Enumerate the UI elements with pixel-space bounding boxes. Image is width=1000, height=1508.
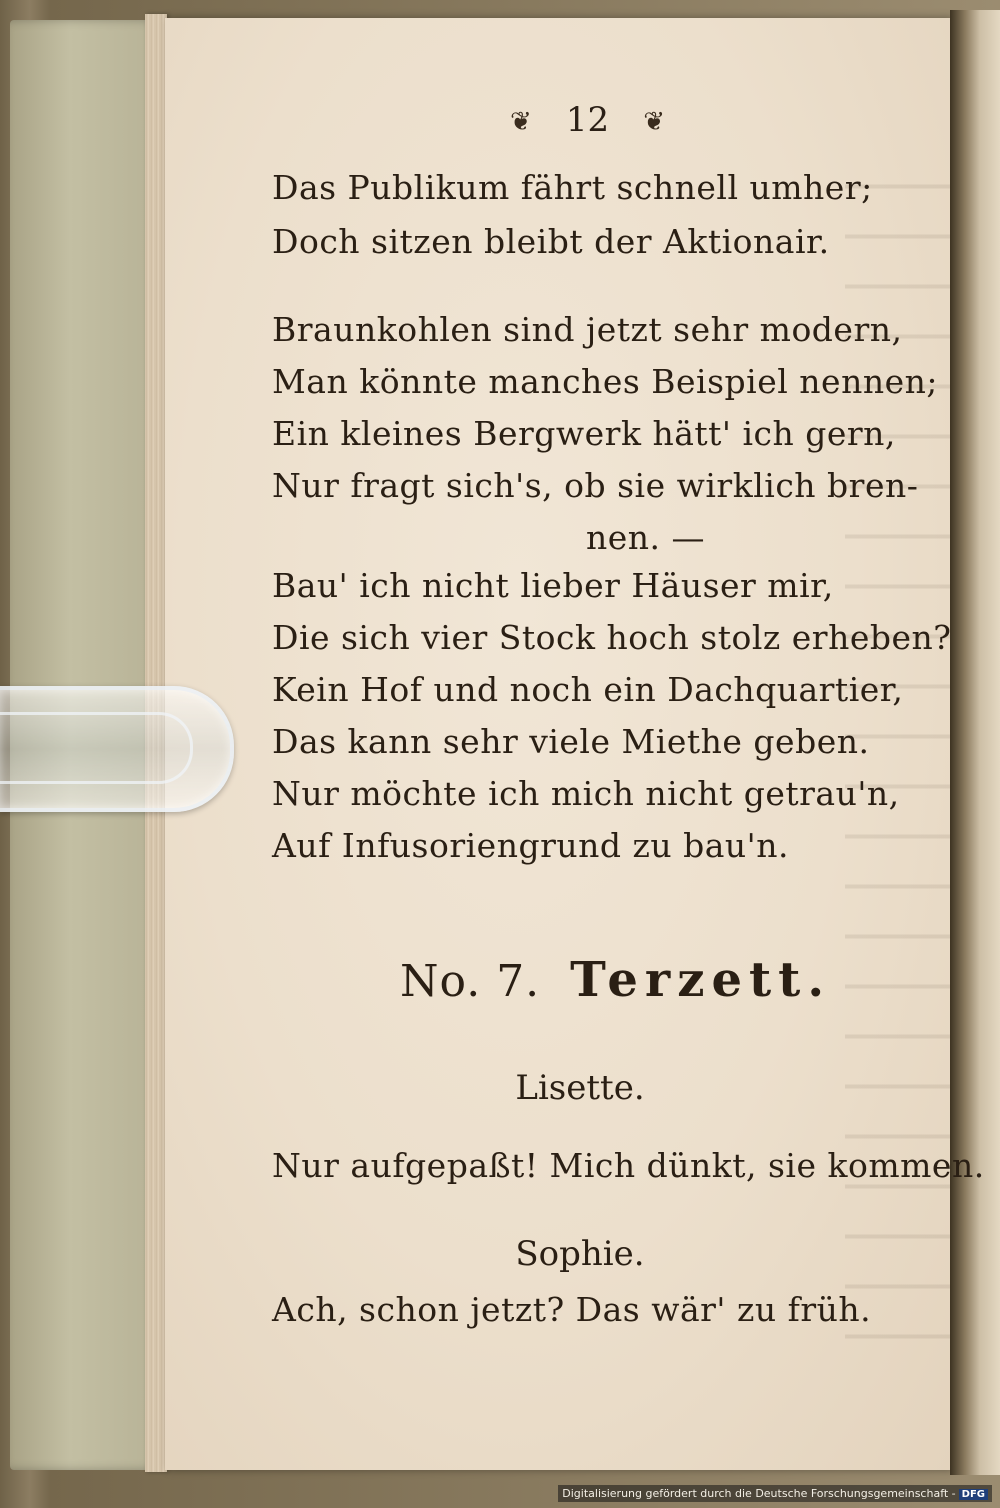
section-number: No. 7. bbox=[400, 956, 541, 1007]
verse-line-12: Nur möchte ich mich nicht getrau'n, bbox=[272, 774, 900, 813]
paper-clip-inner-loop bbox=[0, 712, 193, 784]
verse-line-4: Man könnte manches Beispiel nennen; bbox=[272, 362, 938, 401]
verse-line-6: Nur fragt sich's, ob sie wirklich bren- bbox=[272, 466, 919, 505]
verse-line-13: Auf Infusoriengrund zu bau'n. bbox=[272, 826, 789, 865]
verse-line-11: Das kann sehr viele Miethe geben. bbox=[272, 722, 870, 761]
verse-line-9: Die sich vier Stock hoch stolz erheben? bbox=[272, 618, 952, 657]
facing-page-edge bbox=[950, 10, 1000, 1475]
ornament-right-icon: ❦ bbox=[643, 107, 666, 137]
verse-line-5: Ein kleines Bergwerk hätt' ich gern, bbox=[272, 414, 896, 453]
verse-line-1: Das Publikum fährt schnell umher; bbox=[272, 168, 873, 207]
dfg-logo: DFG bbox=[959, 1489, 988, 1500]
ornament-left-icon: ❦ bbox=[509, 107, 532, 137]
credit-text: Digitalisierung gefördert durch die Deutsche Forschungsgemeinschaft - bbox=[562, 1487, 956, 1500]
section-title: Terzett. bbox=[570, 952, 832, 1008]
dialogue-line-lisette: Nur aufgepaßt! Mich dünkt, sie kommen. bbox=[272, 1146, 985, 1185]
speaker-lisette: Lisette. bbox=[515, 1068, 645, 1108]
paper-clip bbox=[0, 686, 234, 812]
digitization-credit bbox=[558, 1485, 992, 1502]
verse-line-8: Bau' ich nicht lieber Häuser mir, bbox=[272, 566, 834, 605]
page-number: 12 bbox=[565, 100, 610, 140]
verse-line-3: Braunkohlen sind jetzt sehr modern, bbox=[272, 310, 903, 349]
verse-line-2: Doch sitzen bleibt der Aktionair. bbox=[272, 222, 830, 261]
verse-line-7: nen. — bbox=[586, 518, 706, 557]
verse-line-10: Kein Hof und noch ein Dachquartier, bbox=[272, 670, 904, 709]
section-heading bbox=[400, 952, 831, 1008]
page-header bbox=[475, 100, 700, 140]
dialogue-line-sophie: Ach, schon jetzt? Das wär' zu früh. bbox=[272, 1290, 872, 1329]
speaker-sophie: Sophie. bbox=[515, 1234, 645, 1274]
